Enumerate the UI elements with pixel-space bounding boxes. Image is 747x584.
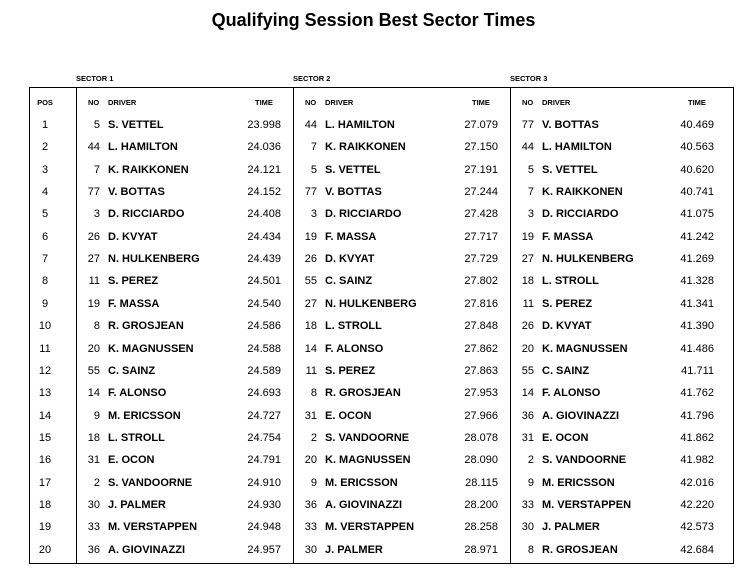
driver-cell: L. HAMILTON xyxy=(108,141,178,154)
time-cell: 41.341 xyxy=(680,297,714,310)
driver-cell: L. STROLL xyxy=(108,431,165,444)
driver-cell: R. GROSJEAN xyxy=(542,543,618,556)
car-number-cell: 19 xyxy=(521,230,534,243)
time-cell: 27.802 xyxy=(464,275,498,288)
position-cell: 18 xyxy=(38,498,52,511)
driver-cell: K. RAIKKONEN xyxy=(542,186,623,199)
position-cell: 15 xyxy=(38,431,52,444)
position-cell: 17 xyxy=(38,476,52,489)
driver-cell: F. MASSA xyxy=(325,230,377,243)
time-cell: 42.684 xyxy=(680,543,714,556)
driver-cell: L. STROLL xyxy=(325,320,382,333)
time-cell: 41.328 xyxy=(680,275,714,288)
time-cell: 24.152 xyxy=(247,186,281,199)
table-row xyxy=(0,207,747,229)
time-cell: 41.796 xyxy=(680,409,714,422)
driver-cell: L. STROLL xyxy=(542,275,599,288)
driver-cell: R. GROSJEAN xyxy=(108,320,184,333)
time-cell: 24.588 xyxy=(247,342,281,355)
time-cell: 40.563 xyxy=(680,141,714,154)
driver-cell: D. KVYAT xyxy=(108,230,158,243)
time-cell: 27.717 xyxy=(464,230,498,243)
driver-cell: A. GIOVINAZZI xyxy=(542,409,619,422)
driver-cell: F. ALONSO xyxy=(325,342,384,355)
driver-cell: M. ERICSSON xyxy=(108,409,181,422)
time-cell: 24.501 xyxy=(247,275,281,288)
time-cell: 40.741 xyxy=(680,186,714,199)
driver-cell: L. HAMILTON xyxy=(542,141,612,154)
driver-cell: J. PALMER xyxy=(108,498,166,511)
car-number-cell: 26 xyxy=(521,320,534,333)
table-row xyxy=(0,431,747,453)
table-row xyxy=(0,453,747,475)
table-row xyxy=(0,476,747,498)
time-cell: 24.930 xyxy=(247,498,281,511)
driver-cell: R. GROSJEAN xyxy=(325,387,401,400)
time-cell: 41.862 xyxy=(680,431,714,444)
car-number-cell: 77 xyxy=(304,186,317,199)
driver-cell: S. VANDOORNE xyxy=(325,431,410,444)
driver-cell: K. MAGNUSSEN xyxy=(542,342,628,355)
position-cell: 3 xyxy=(41,163,49,176)
driver-cell: D. RICCIARDO xyxy=(542,208,619,221)
car-number-cell: 14 xyxy=(87,387,100,400)
car-number-cell: 33 xyxy=(304,521,317,534)
car-number-cell: 19 xyxy=(304,230,317,243)
time-cell: 27.816 xyxy=(464,297,498,310)
table-row xyxy=(0,498,747,520)
driver-cell: A. GIOVINAZZI xyxy=(325,498,402,511)
table-row xyxy=(0,274,747,296)
car-number-cell: 5 xyxy=(527,163,534,176)
header-no: NO xyxy=(88,98,100,107)
car-number-cell: 3 xyxy=(310,208,317,221)
table-row xyxy=(0,118,747,140)
time-cell: 41.762 xyxy=(680,387,714,400)
car-number-cell: 44 xyxy=(87,141,100,154)
car-number-cell: 7 xyxy=(527,186,534,199)
car-number-cell: 36 xyxy=(87,543,100,556)
car-number-cell: 2 xyxy=(310,431,317,444)
table-row xyxy=(0,520,747,542)
driver-cell: D. KVYAT xyxy=(325,253,375,266)
car-number-cell: 33 xyxy=(87,521,100,534)
time-cell: 27.428 xyxy=(464,208,498,221)
driver-cell: N. HULKENBERG xyxy=(108,253,200,266)
car-number-cell: 14 xyxy=(521,387,534,400)
driver-cell: M. VERSTAPPEN xyxy=(325,521,415,534)
driver-cell: N. HULKENBERG xyxy=(542,253,634,266)
time-cell: 41.242 xyxy=(680,230,714,243)
time-cell: 28.971 xyxy=(464,543,498,556)
header-no: NO xyxy=(305,98,317,107)
car-number-cell: 44 xyxy=(304,119,317,131)
car-number-cell: 7 xyxy=(310,141,317,154)
car-number-cell: 11 xyxy=(305,364,317,377)
driver-cell: F. MASSA xyxy=(542,230,594,243)
time-cell: 24.910 xyxy=(247,476,281,489)
car-number-cell: 33 xyxy=(521,498,534,511)
header-no: NO xyxy=(522,98,534,107)
time-cell: 24.586 xyxy=(247,320,281,333)
position-cell: 1 xyxy=(41,119,49,131)
table-row xyxy=(0,140,747,162)
time-cell: 24.036 xyxy=(247,141,281,154)
driver-cell: F. MASSA xyxy=(108,297,160,310)
position-cell: 8 xyxy=(41,275,49,288)
driver-cell: V. BOTTAS xyxy=(325,186,382,199)
time-cell: 28.200 xyxy=(464,498,498,511)
driver-cell: S. VETTEL xyxy=(108,119,164,131)
position-cell: 10 xyxy=(38,320,52,333)
car-number-cell: 9 xyxy=(93,409,100,422)
time-cell: 41.075 xyxy=(680,208,714,221)
driver-cell: V. BOTTAS xyxy=(542,119,599,131)
header-driver: DRIVER xyxy=(542,98,571,107)
car-number-cell: 26 xyxy=(304,253,317,266)
driver-cell: E. OCON xyxy=(325,409,372,422)
car-number-cell: 20 xyxy=(304,454,317,467)
driver-cell: M. ERICSSON xyxy=(325,476,398,489)
time-cell: 40.620 xyxy=(680,163,714,176)
driver-cell: V. BOTTAS xyxy=(108,186,165,199)
car-number-cell: 20 xyxy=(521,342,534,355)
table-row xyxy=(0,297,747,319)
car-number-cell: 30 xyxy=(521,521,534,534)
time-cell: 41.982 xyxy=(680,454,714,467)
position-cell: 11 xyxy=(39,342,51,355)
time-cell: 27.244 xyxy=(464,186,498,199)
position-cell: 9 xyxy=(41,297,49,310)
time-cell: 23.998 xyxy=(247,119,281,131)
time-cell: 24.439 xyxy=(247,253,281,266)
table-row xyxy=(0,386,747,408)
header-time: TIME xyxy=(472,98,490,107)
car-number-cell: 20 xyxy=(87,342,100,355)
time-cell: 24.754 xyxy=(247,431,281,444)
time-cell: 24.948 xyxy=(247,521,281,534)
position-cell: 7 xyxy=(41,253,49,266)
time-cell: 27.863 xyxy=(464,364,498,377)
driver-cell: E. OCON xyxy=(542,431,589,444)
driver-cell: J. PALMER xyxy=(325,543,383,556)
time-cell: 42.016 xyxy=(680,476,714,489)
car-number-cell: 27 xyxy=(521,253,534,266)
header-pos: POS xyxy=(37,98,53,107)
driver-cell: L. HAMILTON xyxy=(325,119,395,131)
table-row xyxy=(0,409,747,431)
header-driver: DRIVER xyxy=(325,98,354,107)
position-cell: 4 xyxy=(41,186,49,199)
car-number-cell: 44 xyxy=(521,141,534,154)
car-number-cell: 30 xyxy=(87,498,100,511)
car-number-cell: 55 xyxy=(87,364,100,377)
page-title: Qualifying Session Best Sector Times xyxy=(211,10,536,30)
car-number-cell: 31 xyxy=(521,431,534,444)
time-cell: 42.220 xyxy=(680,498,714,511)
car-number-cell: 77 xyxy=(87,186,100,199)
driver-cell: S. PEREZ xyxy=(108,275,159,288)
car-number-cell: 9 xyxy=(527,476,534,489)
position-cell: 14 xyxy=(38,409,52,422)
car-number-cell: 26 xyxy=(87,230,100,243)
driver-cell: J. PALMER xyxy=(542,521,600,534)
time-cell: 27.191 xyxy=(464,163,498,176)
car-number-cell: 14 xyxy=(304,342,317,355)
time-cell: 27.729 xyxy=(464,253,498,266)
time-cell: 27.966 xyxy=(464,409,498,422)
time-cell: 28.078 xyxy=(464,431,498,444)
car-number-cell: 9 xyxy=(310,476,317,489)
car-number-cell: 27 xyxy=(87,253,100,266)
car-number-cell: 55 xyxy=(304,275,317,288)
driver-cell: S. VETTEL xyxy=(542,163,598,176)
time-cell: 41.269 xyxy=(680,253,714,266)
time-cell: 24.589 xyxy=(247,364,281,377)
car-number-cell: 8 xyxy=(527,543,534,556)
time-cell: 24.727 xyxy=(247,409,281,422)
time-cell: 24.408 xyxy=(247,208,281,221)
time-cell: 41.486 xyxy=(680,342,714,355)
position-cell: 5 xyxy=(41,208,49,221)
car-number-cell: 8 xyxy=(93,320,100,333)
driver-cell: S. VANDOORNE xyxy=(542,454,627,467)
driver-cell: K. MAGNUSSEN xyxy=(108,342,194,355)
driver-cell: N. HULKENBERG xyxy=(325,297,417,310)
driver-cell: C. SAINZ xyxy=(325,275,373,288)
driver-cell: S. VANDOORNE xyxy=(108,476,193,489)
driver-cell: D. RICCIARDO xyxy=(325,208,402,221)
car-number-cell: 2 xyxy=(527,454,534,467)
table-row xyxy=(0,185,747,207)
position-cell: 16 xyxy=(38,454,52,467)
car-number-cell: 8 xyxy=(310,387,317,400)
table-row xyxy=(0,364,747,386)
car-number-cell: 18 xyxy=(304,320,317,333)
time-cell: 24.540 xyxy=(247,297,281,310)
car-number-cell: 2 xyxy=(93,476,100,489)
driver-cell: M. VERSTAPPEN xyxy=(108,521,198,534)
driver-cell: K. RAIKKONEN xyxy=(108,163,189,176)
table-row xyxy=(0,230,747,252)
car-number-cell: 27 xyxy=(304,297,317,310)
position-cell: 19 xyxy=(38,521,52,534)
time-cell: 28.258 xyxy=(464,521,498,534)
driver-cell: F. ALONSO xyxy=(108,387,167,400)
time-cell: 27.862 xyxy=(464,342,498,355)
car-number-cell: 18 xyxy=(87,431,100,444)
car-number-cell: 55 xyxy=(521,364,534,377)
time-cell: 27.848 xyxy=(464,320,498,333)
car-number-cell: 36 xyxy=(521,409,534,422)
header-time: TIME xyxy=(688,98,706,107)
car-number-cell: 77 xyxy=(521,119,534,131)
header-time: TIME xyxy=(255,98,273,107)
table-row xyxy=(0,543,747,565)
time-cell: 28.115 xyxy=(465,476,498,489)
car-number-cell: 19 xyxy=(87,297,100,310)
driver-cell: D. KVYAT xyxy=(542,320,592,333)
driver-cell: K. MAGNUSSEN xyxy=(325,454,411,467)
table-row xyxy=(0,342,747,364)
driver-cell: D. RICCIARDO xyxy=(108,208,185,221)
time-cell: 24.957 xyxy=(247,543,281,556)
time-cell: 27.079 xyxy=(464,119,498,131)
driver-cell: S. PEREZ xyxy=(325,364,376,377)
time-cell: 42.573 xyxy=(680,521,714,534)
position-cell: 2 xyxy=(41,141,49,154)
driver-cell: M. VERSTAPPEN xyxy=(542,498,632,511)
header-driver: DRIVER xyxy=(108,98,137,107)
sector-3-label: SECTOR 3 xyxy=(510,74,548,83)
time-cell: 24.434 xyxy=(247,230,281,243)
time-cell: 28.090 xyxy=(464,454,498,467)
car-number-cell: 31 xyxy=(87,454,100,467)
position-cell: 13 xyxy=(38,387,52,400)
table-row xyxy=(0,252,747,274)
position-cell: 20 xyxy=(38,543,52,556)
car-number-cell: 5 xyxy=(310,163,317,176)
driver-cell: S. PEREZ xyxy=(542,297,593,310)
car-number-cell: 18 xyxy=(521,275,534,288)
table-row xyxy=(0,319,747,341)
time-cell: 40.469 xyxy=(680,119,714,131)
driver-cell: F. ALONSO xyxy=(542,387,601,400)
driver-cell: K. RAIKKONEN xyxy=(325,141,406,154)
driver-cell: S. VETTEL xyxy=(325,163,381,176)
driver-cell: C. SAINZ xyxy=(542,364,590,377)
time-cell: 24.693 xyxy=(247,387,281,400)
time-cell: 41.390 xyxy=(680,320,714,333)
car-number-cell: 3 xyxy=(93,208,100,221)
position-cell: 6 xyxy=(41,230,49,243)
car-number-cell: 7 xyxy=(93,163,100,176)
time-cell: 24.121 xyxy=(247,163,281,176)
car-number-cell: 36 xyxy=(304,498,317,511)
car-number-cell: 3 xyxy=(527,208,534,221)
time-cell: 27.953 xyxy=(464,387,498,400)
driver-cell: M. ERICSSON xyxy=(542,476,615,489)
time-cell: 24.791 xyxy=(247,454,281,467)
sector-2-label: SECTOR 2 xyxy=(293,74,331,83)
car-number-cell: 30 xyxy=(304,543,317,556)
car-number-cell: 5 xyxy=(93,119,100,131)
position-cell: 12 xyxy=(38,364,52,377)
sector-1-label: SECTOR 1 xyxy=(76,74,114,83)
driver-cell: A. GIOVINAZZI xyxy=(108,543,185,556)
time-cell: 27.150 xyxy=(464,141,498,154)
time-cell: 41.711 xyxy=(681,364,714,377)
car-number-cell: 31 xyxy=(304,409,317,422)
car-number-cell: 11 xyxy=(522,297,534,310)
car-number-cell: 11 xyxy=(88,275,100,288)
driver-cell: E. OCON xyxy=(108,454,155,467)
driver-cell: C. SAINZ xyxy=(108,364,156,377)
table-row xyxy=(0,163,747,185)
